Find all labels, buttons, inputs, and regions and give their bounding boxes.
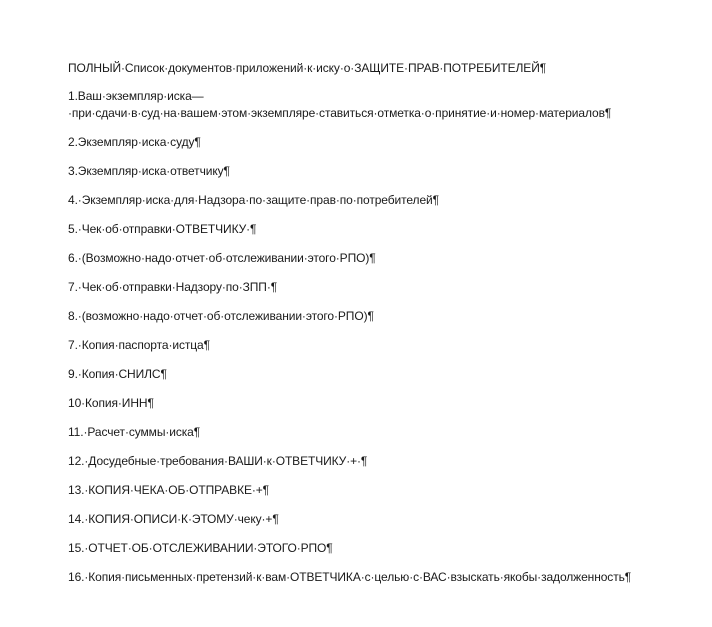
document-title[interactable]: ПОЛНЫЙ·Список·документов·приложений·к·иску·о·ЗАЩИТЕ·ПРАВ·ПОТРЕБИТЕЛЕЙ¶ — [68, 61, 547, 75]
list-item-16[interactable]: 16.·Копия·письменных·претензий·к·вам·ОТВЕТЧИКА·с·целью·с·ВАС·взыскать·якобы·задолженность¶ — [68, 570, 632, 584]
list-item-6[interactable]: 6.·(Возможно·надо·отчет·об·отслеживании·этого·РПО)¶ — [68, 251, 376, 265]
list-item-2[interactable]: 2.Экземпляр·иска·суду¶ — [68, 135, 201, 149]
list-item-3[interactable]: 3.Экземпляр·иска·ответчику¶ — [68, 164, 230, 178]
list-item-7-passport[interactable]: 7.·Копия·паспорта·истца¶ — [68, 338, 210, 352]
list-item-12[interactable]: 12.·Досудебные·требования·ВАШИ·к·ОТВЕТЧИКУ·+·¶ — [68, 454, 368, 468]
list-item-7[interactable]: 7.·Чек·об·отправки·Надзору·по·ЗПП·¶ — [68, 280, 278, 294]
list-item-10[interactable]: 10·Копия·ИНН¶ — [68, 396, 154, 410]
document-body — [68, 60, 708, 598]
list-item-1[interactable]: 1.Ваш·экземпляр·иска—·при·сдачи·в·суд·на·вашем·этом·экземпляре·ставиться·отметка·о·принятие·и·номер·материалов¶ — [68, 89, 612, 120]
list-item-4[interactable]: 4.·Экземпляр·иска·для·Надзора·по·защите·прав·по·потребителей¶ — [68, 193, 439, 207]
list-item-15[interactable]: 15.·ОТЧЕТ·ОБ·ОТСЛЕЖИВАНИИ·ЭТОГО·РПО¶ — [68, 541, 333, 555]
list-item-5[interactable]: 5.·Чек·об·отправки·ОТВЕТЧИКУ·¶ — [68, 222, 257, 236]
list-item-14[interactable]: 14.·КОПИЯ·ОПИСИ·К·ЭТОМУ·чеку·+¶ — [68, 512, 279, 526]
list-item-13[interactable]: 13.·КОПИЯ·ЧЕКА·ОБ·ОТПРАВКЕ·+¶ — [68, 483, 270, 497]
list-item-11[interactable]: 11.·Расчет·суммы·иска¶ — [68, 425, 201, 439]
list-item-8[interactable]: 8.·(возможно·надо·отчет·об·отслеживании·этого·РПО)¶ — [68, 309, 374, 323]
list-item-9[interactable]: 9.·Копия·СНИЛС¶ — [68, 367, 167, 381]
